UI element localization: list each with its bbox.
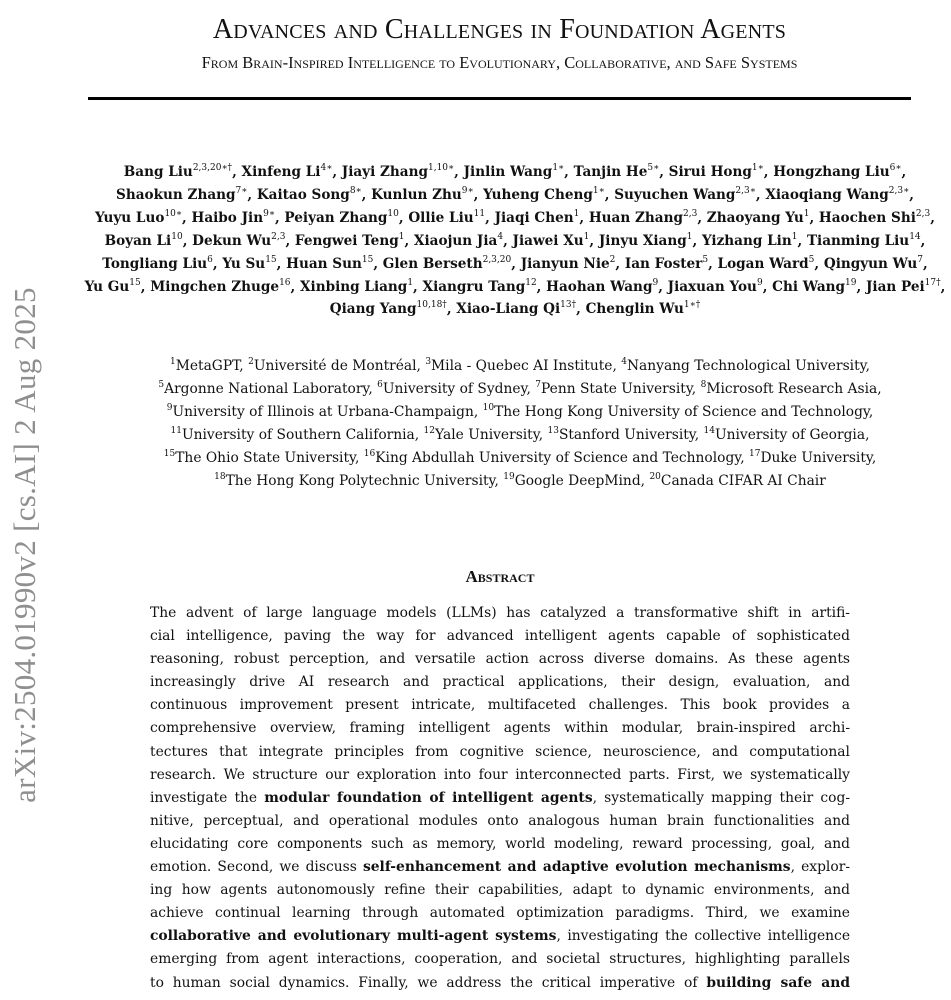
author-affiliation-marks: 7∗ (235, 185, 248, 196)
arxiv-identifier-text: arXiv:2504.01990v2 [cs.AI] 2 Aug 2025 (7, 287, 42, 803)
author-affiliation-marks: 4∗ (320, 163, 333, 173)
affiliation-name: Google DeepMind (514, 473, 641, 489)
author-affiliation-marks: 6 (207, 254, 213, 265)
author-entry (718, 256, 815, 272)
abstract-emphasis: collaborative and evolutionary multi-agent systems (150, 928, 557, 945)
author-entry (150, 279, 290, 295)
affiliation-number: 8 (700, 380, 707, 390)
author-entry (286, 256, 373, 272)
abstract-line (150, 810, 850, 833)
author-entry (371, 187, 473, 203)
abstract-line (150, 902, 850, 925)
author-name: Qingyun Wu (823, 255, 918, 272)
author-affiliation-marks: 1∗ (592, 185, 605, 196)
author-name: Chi Wang (772, 278, 846, 295)
abstract-line (150, 948, 850, 971)
author-name: Xiaojun Jia (413, 232, 498, 249)
author-entry (124, 164, 232, 180)
author-affiliation-marks: 9 (756, 277, 763, 288)
author-name: Jinyu Xiang (598, 232, 687, 249)
author-affiliation-marks: 2,3 (915, 208, 931, 219)
affiliation-name: Microsoft Research Asia (706, 381, 878, 397)
affiliation-number: 14 (703, 426, 715, 436)
author-entry (295, 233, 405, 249)
abstract-line (150, 787, 850, 810)
affiliation-number: 6 (377, 380, 383, 390)
affiliation-entry (749, 450, 872, 466)
author-entry (546, 279, 658, 295)
abstract-line (150, 856, 850, 879)
author-entry (191, 210, 274, 226)
author-name: Jiawei Xu (512, 232, 584, 249)
affiliation-name: The Hong Kong Polytechnic University (225, 473, 495, 489)
author-entry (614, 187, 756, 203)
author-entry (824, 256, 923, 272)
author-affiliation-marks: 12 (525, 277, 537, 288)
author-name: Glen Berseth (382, 255, 483, 272)
author-name: Mingchen Zhuge (150, 278, 280, 295)
author-name: Jianyun Nie (520, 255, 610, 272)
author-affiliation-marks: 10 (171, 231, 183, 242)
affiliation-name: University of Sydney (382, 381, 527, 397)
author-name: Peiyan Zhang (284, 209, 388, 226)
author-entry (456, 301, 576, 317)
author-entry (586, 301, 701, 317)
author-affiliation-marks: 7 (917, 254, 923, 265)
title-rule (88, 97, 911, 100)
abstract-emphasis: self-enhancement and adaptive evolution mechanisms (362, 859, 791, 876)
author-affiliation-marks: 1∗ (552, 163, 565, 173)
abstract-text: cial intelligence, paving the way for advanced intelligent agents capable of sophisticated (150, 628, 850, 645)
author-affiliation-marks: 11 (473, 208, 486, 219)
author-affiliation-marks: 5∗ (647, 163, 660, 173)
author-affiliation-marks: 1 (398, 231, 405, 242)
abstract-line (150, 717, 850, 740)
affiliation-number: 18 (214, 472, 226, 482)
affiliation-entry (503, 473, 640, 489)
abstract-line (150, 833, 850, 856)
author-name: Tianming Liu (806, 232, 910, 249)
author-entry (95, 210, 182, 226)
abstract-text: , explor- (790, 859, 850, 876)
abstract-line (150, 741, 850, 764)
author-name: Ian Foster (624, 255, 703, 272)
author-entry (414, 233, 503, 249)
author-entry (330, 301, 447, 317)
author-name: Xinfeng Li (241, 164, 321, 180)
affiliation-name: Stanford University (558, 427, 695, 443)
author-affiliation-marks: 6∗ (889, 163, 902, 173)
affiliation-name: University of Georgia (715, 427, 866, 443)
abstract-text: research. We structure our exploration into four interconnected parts. First, we systematically (150, 766, 850, 783)
author-affiliation-marks: 9∗ (263, 208, 275, 219)
affiliation-entry (621, 358, 865, 374)
author-entry (495, 210, 580, 226)
author-affiliation-marks: 15 (265, 254, 277, 265)
author-entry (513, 233, 590, 249)
affiliation-name: Duke University (760, 450, 872, 466)
author-affiliation-marks: 1 (686, 231, 693, 242)
author-list: Bang Liu$^{2,3,20∗\dagger}$, Xinfeng $Li^{4∗}$, Jiayi Zhang$^{1,10∗}$, Jinlin Wang$^{1∗}$, Tanjin $He^{5∗}$, Sirui Hong$^{1∗}$, Hongzhang Liu$^{6∗}$, Shaokun Zhang$^{7∗}$, Kaitao Song$^{8∗}$, Kunlun Zhu$^{9∗}$, Yuheng Cheng$^{1∗}$, Suyuchen Wang$^{2,3∗}$, Xiaoqiang Wang$^{2,3∗}$, Yuyu Luo$^{10∗}$, Haibo Jin$^{9∗}$, Peiyan Zhang$^{10}$, Ollie Liu$^{11}$, Jiaqi Chen$^1$, Huan Zhang$^{2,3}$, Zhaoyang Yu$^1$, Haochen Shi$^{2,3}$, Boyan Li$^{10}$, Dekun Wu$^{2,3}$, Fengwei Teng$^1$, Xiaojun Jia$^4$, Jiawei Xu$^1$, Jinyu Xiang$^1$, Yizhang Lin$^1$, Tianming Liu$^{14}$, Tongliang Liu$^6$, Yu Su$^{15}$, Huan Sun$^{15}$, Glen Berseth$^{2,3,20}$, Jianyun Nie$^2$, Ian Foster$^5$, Logan Ward$^5$, Qingyun Wu$^7$, Yu Gu$^{15}$, Mingchen Zhuge$^{16}$, Xinbing Liang$^1$, Xiangru Tang$^{12}$, Haohan Wang$^9$, Jiaxuan You$^9$, Chi Wang$^{19}$, Jian Pei$^{17\dagger}$, Qiang Yang$^{10,18\dagger}$, Xiao-Liang $Qi^{13\dagger}$, Chenglin $Wu^{1∗\dagger}$ (84, 163, 946, 318)
affiliation-name: Penn State University (541, 381, 692, 397)
author-entry (625, 256, 708, 272)
author-entry (383, 256, 511, 272)
abstract-text: The advent of large language models (LLMs) has catalyzed a transformative shift in artifi- (150, 605, 850, 621)
abstract-text: increasingly drive AI research and practical applications, their design, evaluation, and (150, 674, 850, 691)
affiliation-entry (704, 427, 866, 443)
author-name: Tanjin He (573, 164, 648, 180)
affiliation-entry (535, 381, 692, 397)
author-entry (192, 233, 285, 249)
author-affiliation-marks: 19 (845, 277, 857, 288)
author-affiliation-marks: 1 (407, 277, 414, 288)
author-entry (807, 233, 921, 249)
author-affiliation-marks: 9 (652, 277, 659, 288)
author-entry (257, 187, 362, 203)
paper-subtitle: From Brain-Inspired Intelligence to Evolutionary, Collaborative, and Safe Systems (201, 53, 798, 72)
author-entry (599, 233, 693, 249)
author-entry (589, 210, 697, 226)
author-entry (85, 279, 141, 295)
abstract-line (150, 602, 850, 625)
author-name: Huan Sun (286, 255, 362, 272)
author-name: Zhaoyang Yu (706, 209, 804, 226)
author-affiliation-marks: 10 (387, 208, 399, 219)
abstract-line (150, 879, 850, 902)
author-name: Haohan Wang (546, 278, 653, 295)
author-entry (102, 256, 213, 272)
affiliation-entry (171, 427, 415, 443)
affiliation-entry (158, 381, 368, 397)
abstract-line (150, 671, 850, 694)
author-name: Jiaqi Chen (494, 209, 574, 226)
author-entry (772, 279, 856, 295)
author-entry (464, 164, 565, 180)
affiliation-name: The Hong Kong University of Science and Technology (494, 404, 869, 420)
author-entry (342, 164, 454, 180)
abstract-text: investigate the (150, 789, 265, 806)
affiliation-number: 19 (503, 472, 515, 482)
author-affiliation-marks: 14 (909, 231, 921, 242)
author-affiliation-marks: 15 (129, 277, 141, 288)
author-entry (819, 210, 930, 226)
abstract-body (150, 602, 850, 995)
author-name: Shaokun Zhang (116, 186, 236, 203)
abstract-text: reasoning, robust perception, and versatile action across diverse domains. As these agents (150, 651, 850, 668)
affiliation-number: 1 (170, 357, 176, 367)
affiliation-entry (425, 358, 612, 374)
author-affiliation-marks: 4 (497, 231, 504, 242)
author-affiliation-marks: 5 (702, 254, 709, 265)
author-entry (116, 187, 247, 203)
author-affiliation-marks: 13† (560, 300, 577, 311)
author-affiliation-marks: 9∗ (461, 185, 474, 196)
author-affiliation-marks: 2 (609, 254, 616, 265)
affiliation-name: University of Southern California (182, 427, 415, 443)
affiliation-entry (248, 358, 416, 374)
abstract-line (150, 694, 850, 717)
affiliation-entry (377, 381, 526, 397)
affiliation-number: 3 (425, 357, 432, 367)
author-name: Yuheng Cheng (483, 186, 593, 203)
abstract-text: ing how agents autonomously refine their capabilities, adapt to dynamic environments, and (150, 882, 850, 899)
author-name: Ollie Liu (408, 209, 474, 226)
affiliation-name: King Abdullah University of Science and Technology (375, 450, 741, 466)
affiliation-entry (164, 450, 355, 466)
author-affiliation-marks: 1,10∗ (427, 163, 455, 173)
author-entry (105, 233, 183, 249)
abstract-heading: Abstract (465, 567, 535, 586)
affiliation-name: MetaGPT (175, 358, 240, 374)
affiliation-number: 5 (158, 380, 165, 390)
affiliation-name: The Ohio State University (175, 450, 355, 466)
affiliation-entry (649, 473, 825, 489)
affiliation-number: 11 (170, 426, 182, 436)
author-entry (242, 164, 333, 180)
author-entry (300, 279, 413, 295)
abstract-text: to human social dynamics. Finally, we address the critical imperative of (150, 974, 707, 991)
author-name: Xiaoqiang Wang (765, 186, 889, 203)
abstract-text: elucidating core components such as memory, world modeling, reward processing, goal, and (150, 835, 850, 852)
author-affiliation-marks: 2,3,20 (482, 254, 512, 265)
author-name: Jian Pei (865, 278, 925, 295)
affiliation-name: Université de Montréal (253, 358, 417, 374)
affiliation-number: 12 (423, 426, 435, 436)
author-name: Kunlun Zhu (371, 186, 462, 203)
abstract-text: emotion. Second, we discuss (150, 859, 363, 876)
author-entry (773, 164, 901, 180)
author-affiliation-marks: 8∗ (349, 185, 362, 196)
author-entry (668, 279, 763, 295)
author-affiliation-marks: 1 (791, 231, 798, 242)
author-entry (866, 279, 941, 295)
affiliation-name: University of Illinois at Urbana-Champaign (172, 404, 474, 420)
author-affiliation-marks: 2,3 (271, 231, 286, 242)
affiliation-number: 15 (163, 449, 176, 459)
author-affiliation-marks: 1 (803, 208, 810, 219)
affiliation-number: 20 (649, 472, 661, 482)
abstract-text: , systematically mapping their cog- (592, 789, 850, 806)
affiliation-name: Mila - Quebec AI Institute (431, 358, 613, 374)
author-name: Haibo Jin (191, 209, 264, 226)
abstract-emphasis: building safe and (706, 974, 851, 991)
affiliation-number: 4 (621, 357, 627, 367)
abstract-text: emerging from agent interactions, cooperation, and societal structures, highlighting parallels (150, 951, 850, 968)
author-affiliation-marks: 10,18† (416, 300, 447, 311)
author-name: Yu Gu (84, 278, 130, 295)
affiliation-number: 7 (535, 380, 541, 390)
affiliation-number: 17 (749, 449, 761, 459)
affiliation-number: 10 (482, 403, 495, 413)
author-entry (765, 187, 909, 203)
author-entry (483, 187, 605, 203)
author-affiliation-marks: 17† (924, 277, 941, 288)
author-entry (702, 233, 798, 249)
author-name: Xiangru Tang (422, 278, 526, 295)
author-affiliation-marks: 10∗ (164, 208, 183, 219)
affiliation-number: 13 (547, 426, 559, 436)
author-affiliation-marks: 1 (583, 231, 590, 242)
abstract-line (150, 972, 850, 995)
affiliation-entry (214, 473, 494, 489)
abstract-text: , investigating the collective intelligence (556, 928, 851, 945)
affiliation-name: Argonne National Laboratory (164, 381, 369, 397)
affiliation-entry (364, 450, 740, 466)
author-entry (521, 256, 616, 272)
author-name: Qiang Yang (329, 301, 417, 318)
abstract-text: continuous improvement present intricate, multifaceted challenges. This book provides a (150, 697, 850, 714)
author-name: Suyuchen Wang (614, 186, 736, 203)
author-name: Dekun Wu (192, 232, 272, 249)
affiliation-name: Nanyang Technological University (626, 358, 866, 374)
author-entry (222, 256, 276, 272)
author-name: Kaitao Song (256, 186, 350, 203)
affiliation-list: $^1$MetaGPT, $^2$Université de Montréal, $^3$Mila - Quebec AI Institute, $^4$Nanyang Technological University, $^5$Argonne National Laboratory, $^6$University of Sydney, $^7$Penn State University, $^8$Microsoft Research Asia, $^9$University of Illinois at Urbana-Champaign, $^{10}$The Hong Kong University of Science and Technology, $^{11}$University of Southern California, $^{12}$Yale University, $^{13}$Stanford University, $^{14}$University of Georgia, $^{15}$The Ohio State University, $^{16}$King Abdullah University of Science and Technology, $^{17}$Duke University, $^{18}$The Hong Kong Polytechnic University, $^{19}$Google DeepMind, $^{20}$Canada CIFAR AI Chair (158, 357, 882, 489)
affiliation-number: 16 (363, 449, 376, 459)
author-name: Yizhang Lin (701, 232, 792, 249)
author-entry (284, 210, 398, 226)
author-affiliation-marks: 2,3 (682, 208, 698, 219)
affiliation-entry (167, 404, 474, 420)
affiliation-entry (701, 381, 878, 397)
affiliation-entry (424, 427, 539, 443)
author-affiliation-marks: 1∗ (751, 163, 764, 173)
author-name: Huan Zhang (588, 209, 683, 226)
author-entry (574, 164, 660, 180)
abstract-line (150, 648, 850, 671)
author-name: Sirui Hong (668, 164, 752, 180)
abstract-text: comprehensive overview, framing intelligent agents within modular, brain-inspired archi- (150, 720, 850, 737)
affiliation-name: Yale University (434, 427, 539, 443)
author-entry (423, 279, 537, 295)
abstract-line (150, 925, 850, 948)
affiliation-entry (170, 358, 239, 374)
author-affiliation-marks: 2,3,20∗† (192, 163, 233, 173)
author-name: Logan Ward (717, 255, 809, 272)
author-name: Tongliang Liu (102, 255, 208, 272)
abstract-text: achieve continual learning through automated optimization paradigms. Third, we examine (150, 905, 850, 922)
abstract-line (150, 764, 850, 787)
author-affiliation-marks: 5 (808, 254, 815, 265)
abstract-emphasis: modular foundation of intelligent agents (264, 789, 593, 806)
affiliation-number: 9 (166, 403, 173, 413)
author-entry (707, 210, 810, 226)
author-name: Hongzhang Liu (773, 164, 890, 180)
author-name: Xinbing Liang (300, 278, 408, 295)
arxiv-identifier-stamp (0, 245, 50, 845)
abstract-text: tectures that integrate principles from cognitive science, neuroscience, and computational (150, 743, 850, 760)
author-name: Xiao-Liang Qi (456, 301, 561, 318)
author-name: Jiaxuan You (667, 278, 757, 295)
author-entry (669, 164, 764, 180)
author-entry (408, 210, 485, 226)
author-affiliation-marks: 1 (573, 208, 580, 219)
affiliation-entry (547, 427, 694, 443)
abstract-text: nitive, perceptual, and operational modules onto analogous human brain functionalities and (150, 812, 850, 829)
author-affiliation-marks: 16 (279, 277, 291, 288)
author-name: Bang Liu (123, 164, 193, 180)
affiliation-number: 2 (248, 357, 254, 367)
author-affiliation-marks: 15 (361, 254, 374, 265)
author-name: Boyan Li (104, 232, 172, 249)
author-name: Haochen Shi (818, 209, 916, 226)
affiliation-entry (483, 404, 869, 420)
author-name: Jinlin Wang (463, 164, 553, 180)
affiliation-name: Canada CIFAR AI Chair (660, 473, 826, 489)
author-name: Chenglin Wu (585, 301, 684, 318)
paper-title: Advances and Challenges in Foundation Agents (212, 14, 787, 45)
abstract-line (150, 625, 850, 648)
author-affiliation-marks: 1∗† (683, 300, 701, 311)
author-name: Yuyu Luo (95, 209, 165, 226)
author-name: Yu Su (222, 255, 266, 272)
author-name: Fengwei Teng (294, 232, 399, 249)
author-affiliation-marks: 2,3∗ (888, 185, 910, 196)
author-name: Jiayi Zhang (341, 164, 428, 180)
author-affiliation-marks: 2,3∗ (735, 185, 756, 196)
